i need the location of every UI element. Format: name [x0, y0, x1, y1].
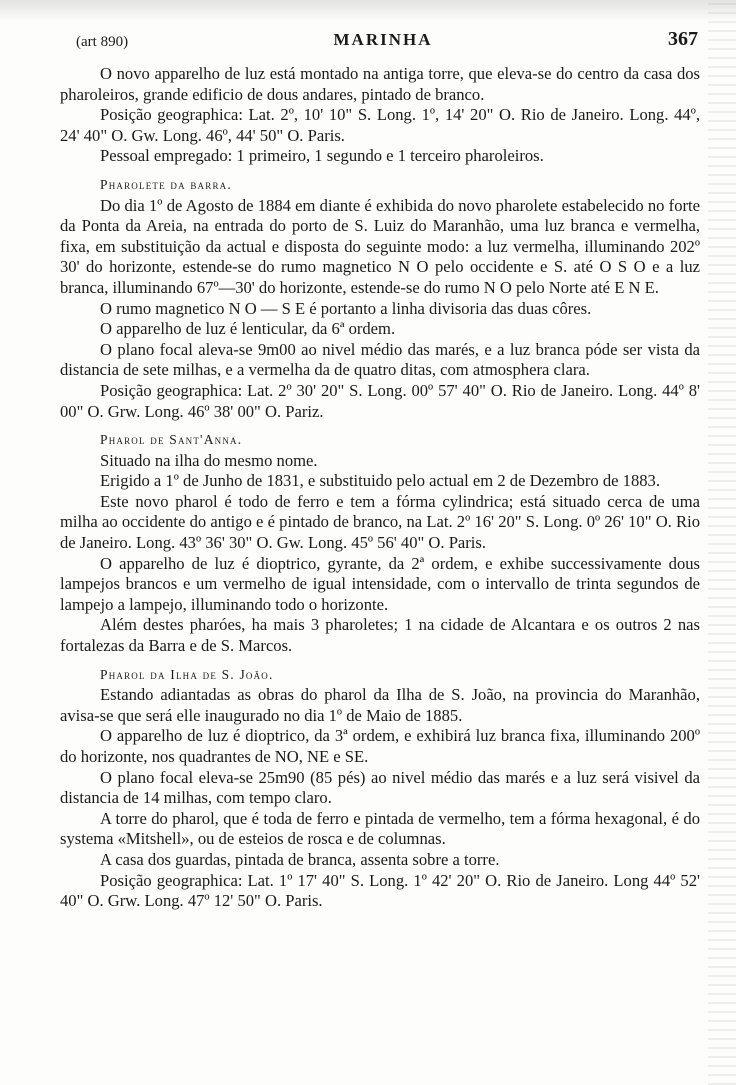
section-heading: Pharol de Sant'Anna.	[100, 432, 243, 448]
body-text	[60, 64, 700, 912]
paragraph: Pessoal empregado: 1 primeiro, 1 segundo e 1 terceiro pharoleiros.	[100, 146, 544, 166]
paragraph: O plano focal aleva-se 9m00 ao nivel médio das marés, e a luz branca póde ser vista da distancia de sete milhas, e a vermelha da de quatro ditas, com atmosphera clara.	[60, 339, 700, 380]
section-heading: Pharol da Ilha de S. João.	[100, 666, 274, 682]
paragraph: O plano focal eleva-se 25m90 (85 pés) ao nivel médio das marés e a luz será visivel da distancia de 14 milhas, com tempo claro.	[60, 767, 700, 808]
paragraph: Do dia 1º de Agosto de 1884 em diante é exhibida do novo pharolete estabelecido no forte da Ponta da Areia, na entrada do porto de S. Luiz do Maranhão, uma luz branca e vermelha, fixa, em substituição da actual e disposta do seguinte modo: a luz vermelha, illuminando 202º 30' do horizonte, estende-se do rumo magnetico N O pelo occidente e S. até O S O e a luz branca, illuminando 67º—30' do horizonte, estende-se do rumo N O pelo Norte até E N E.	[60, 195, 700, 297]
article-reference: (art 890)	[76, 34, 129, 50]
page-header	[60, 26, 706, 52]
paragraph: O novo apparelho de luz está montado na antiga torre, que eleva-se do centro da casa dos pharoleiros, grande edificio de dous andares, pintado de branco.	[60, 64, 700, 104]
paragraph: Além destes pharóes, ha mais 3 pharoletes; 1 na cidade de Alcantara e os outros 2 nas fortalezas da Barra e de S. Marcos.	[60, 615, 700, 656]
paragraph: Situado na ilha do mesmo nome.	[100, 450, 318, 470]
paragraph: Posição geographica: Lat. 2º 30' 20" S. Long. 00º 57' 40" O. Rio de Janeiro. Long. 44º 8' 00" O. Grw. Long. 46º 38' 00" O. Pariz.	[60, 380, 700, 421]
section-heading: Pharolete da barra.	[100, 176, 232, 192]
paragraph: Posição geographica: Lat. 1º 17' 40" S. Long. 1º 42' 20" O. Rio de Janeiro. Long 44º 52' 40" O. Grw. Long. 47º 12' 50" O. Paris.	[60, 870, 700, 911]
paragraph: Este novo pharol é todo de ferro e tem a fórma cylindrica; está situado cerca de uma milha ao occidente do antigo e é pintado de branco, na Lat. 2º 16' 20" S. Long. 0º 26' 10" O. Rio de Janeiro. Long. 43º 36' 30" O. Gw. Long. 45º 56' 40" O. Paris.	[60, 491, 700, 553]
paragraph: Posição geographica: Lat. 2º, 10' 10" S. Long. 1º, 14' 20" O. Rio de Janeiro. Long. 44º, 24' 40" O. Gw. Long. 46º, 44' 50" O. Paris.	[60, 105, 700, 145]
paragraph: Erigido a 1º de Junho de 1831, e substituido pelo actual em 2 de Dezembro de 1883.	[100, 471, 660, 491]
paragraph: A torre do pharol, que é toda de ferro e pintada de vermelho, tem a fórma hexagonal, é do systema «Mitshell», ou de esteios de rosca e de columnas.	[60, 808, 700, 849]
paragraph: O apparelho de luz é dioptrico, da 3ª ordem, e exhibirá luz branca fixa, illuminando 200º do horizonte, nos quadrantes de NO, NE e SE.	[60, 726, 700, 766]
paragraph: Estando adiantadas as obras do pharol da Ilha de S. João, na provincia do Maranhão, avisa-se que será elle inaugurado no dia 1º de Maio de 1885.	[60, 685, 700, 725]
paragraph: O apparelho de luz é lenticular, da 6ª ordem.	[100, 319, 396, 339]
running-title: MARINHA	[333, 30, 433, 49]
paragraph: O rumo magnetico N O — S E é portanto a linha divisoria das duas côres.	[100, 298, 592, 318]
paragraph: O apparelho de luz é dioptrico, gyrante, da 2ª ordem, e exhibe successivamente dous lampejos brancos e um vermelho de igual intensidade, com o intervallo de trinta segundos de lampejo a lampejo, illuminando todo o horizonte.	[60, 553, 700, 614]
paragraph: A casa dos guardas, pintada de branca, assenta sobre a torre.	[100, 849, 500, 869]
page-number: 367	[668, 28, 698, 50]
